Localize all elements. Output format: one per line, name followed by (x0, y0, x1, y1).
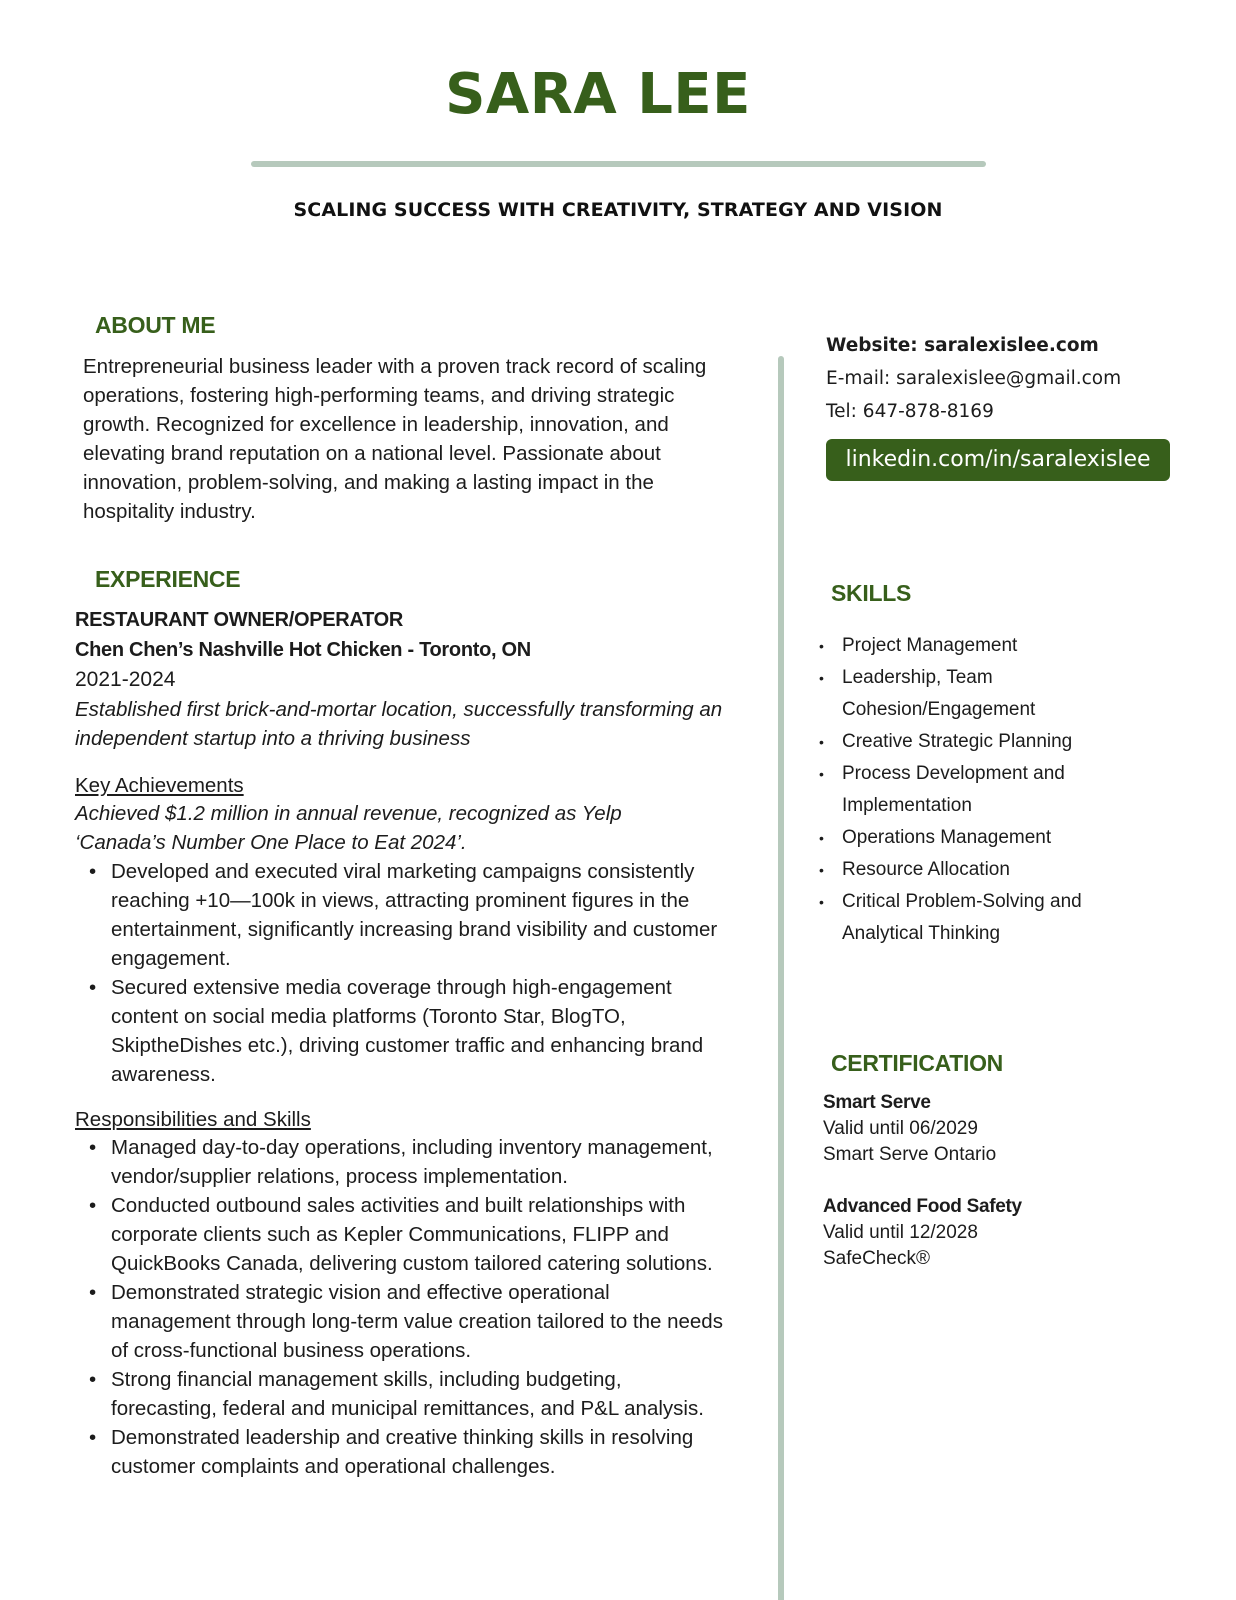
list-item-line: entertainment, significantly increasing brand visibility and customer (111, 918, 718, 941)
list-item (75, 973, 745, 1089)
about-line: elevating brand reputation on a national level. Passionate about (83, 442, 661, 465)
skill-item (817, 662, 1177, 726)
cert-name: Smart Serve (823, 1092, 931, 1113)
list-item-line: Strong financial management skills, including budgeting, (111, 1368, 622, 1391)
list-item-line: engagement. (111, 947, 231, 970)
bullet-icon: • (819, 638, 824, 654)
list-item-line: Managed day-to-day operations, including inventory management, (111, 1136, 713, 1159)
list-item (75, 1133, 745, 1191)
cert-name: Advanced Food Safety (823, 1196, 1022, 1217)
list-item-line: customer complaints and operational challenges. (111, 1455, 556, 1478)
list-item-line: corporate clients such as Kepler Communications, FLIPP and (111, 1223, 669, 1246)
skill-line: Operations Management (842, 827, 1052, 848)
cert-validity: Valid until 12/2028 (823, 1222, 978, 1243)
list-item (75, 1365, 745, 1423)
job-summary (75, 695, 745, 753)
job-title: RESTAURANT OWNER/OPERATOR (75, 609, 404, 631)
skill-line: Project Management (842, 635, 1018, 656)
list-item-line: Developed and executed viral marketing campaigns consistently (111, 860, 695, 883)
list-item-line: Demonstrated strategic vision and effective operational (111, 1281, 610, 1304)
list-item-line: reaching +10—100k in views, attracting prominent figures in the (111, 889, 690, 912)
list-item-line: awareness. (111, 1063, 216, 1086)
about-line: innovation, problem-solving, and making a lasting impact in the (83, 471, 654, 494)
job-company: Chen Chen’s Nashville Hot Chicken - Toronto, ON (75, 639, 531, 661)
summary-line: Established first brick-and-mortar location, successfully transforming an (75, 698, 723, 721)
skill-line: Resource Allocation (842, 859, 1010, 880)
bullet-icon: • (89, 1426, 97, 1449)
achievements-summary-line: Achieved $1.2 million in annual revenue, recognized as Yelp (75, 802, 622, 825)
email-link[interactable]: E-mail: saralexislee@gmail.com (826, 368, 1122, 389)
column-divider (778, 356, 784, 1600)
bullet-icon: • (819, 830, 824, 846)
skill-line: Implementation (842, 795, 972, 816)
list-item-line: QuickBooks Canada, delivering custom tailored catering solutions. (111, 1252, 713, 1275)
skill-item (817, 854, 1177, 886)
skill-item (817, 886, 1177, 950)
skills-heading: SKILLS (831, 580, 911, 606)
bullet-icon: • (89, 1368, 97, 1391)
list-item-line: of cross-functional business operations. (111, 1339, 472, 1362)
responsibilities-list (75, 1133, 745, 1481)
certification-item (823, 1194, 1183, 1272)
skill-item (817, 822, 1177, 854)
achievements-summary-line: ‘Canada’s Number One Place to Eat 2024’. (75, 831, 467, 854)
achievements-summary (75, 799, 745, 857)
about-line: growth. Recognized for excellence in leadership, innovation, and (83, 413, 669, 436)
list-item-line: Secured extensive media coverage through high-engagement (111, 976, 672, 999)
skill-line: Leadership, Team (842, 667, 993, 688)
cert-validity: Valid until 06/2029 (823, 1118, 978, 1139)
skill-item (817, 630, 1177, 662)
list-item-line: management through long-term value creation tailored to the needs (111, 1310, 723, 1333)
bullet-icon: • (89, 1194, 97, 1217)
summary-line: independent startup into a thriving business (75, 727, 471, 750)
cert-issuer: SafeCheck® (823, 1248, 930, 1269)
job-years: 2021-2024 (75, 668, 176, 691)
bullet-icon: • (819, 766, 824, 782)
bullet-icon: • (819, 670, 824, 686)
list-item (75, 857, 745, 973)
website-link[interactable]: Website: saralexislee.com (826, 335, 1099, 356)
skills-list (817, 630, 1177, 950)
skill-item (817, 726, 1177, 758)
skill-line: Critical Problem-Solving and (842, 891, 1082, 912)
list-item-line: vendor/supplier relations, process implementation. (111, 1165, 568, 1188)
about-line: operations, fostering high-performing teams, and driving strategic (83, 384, 675, 407)
phone-number[interactable]: Tel: 647-878-8169 (826, 401, 994, 422)
bullet-icon: • (89, 1136, 97, 1159)
cert-issuer: Smart Serve Ontario (823, 1144, 997, 1165)
responsibilities-heading: Responsibilities and Skills (75, 1108, 311, 1131)
list-item (75, 1423, 745, 1481)
list-item-line: SkiptheDishes etc.), driving customer traffic and enhancing brand (111, 1034, 704, 1057)
skill-line: Creative Strategic Planning (842, 731, 1073, 752)
skill-line: Analytical Thinking (842, 923, 1001, 944)
certification-heading: CERTIFICATION (831, 1050, 1003, 1076)
resume-name: SARA LEE (445, 62, 751, 127)
header-divider (251, 161, 986, 167)
experience-heading: EXPERIENCE (95, 566, 241, 592)
skill-item (817, 758, 1177, 822)
bullet-icon: • (89, 976, 97, 999)
experience-section (75, 605, 745, 1481)
list-item-line: content on social media platforms (Toronto Star, BlogTO, (111, 1005, 626, 1028)
about-heading: ABOUT ME (95, 312, 216, 338)
certification-item (823, 1090, 1183, 1168)
skill-line: Process Development and (842, 763, 1065, 784)
bullet-icon: • (819, 862, 824, 878)
list-item (75, 1191, 745, 1278)
about-line: Entrepreneurial business leader with a proven track record of scaling (83, 355, 707, 378)
achievements-heading: Key Achievements (75, 774, 244, 797)
list-item-line: Conducted outbound sales activities and built relationships with (111, 1194, 686, 1217)
contact-block (826, 329, 1206, 428)
certification-list (823, 1090, 1183, 1298)
list-item (75, 1278, 745, 1365)
bullet-icon: • (819, 894, 824, 910)
about-text (83, 352, 733, 526)
achievements-list (75, 857, 745, 1089)
linkedin-button[interactable]: linkedin.com/in/saralexislee (826, 439, 1170, 481)
bullet-icon: • (819, 734, 824, 750)
skill-line: Cohesion/Engagement (842, 699, 1036, 720)
bullet-icon: • (89, 860, 97, 883)
about-line: hospitality industry. (83, 500, 256, 523)
list-item-line: Demonstrated leadership and creative thinking skills in resolving (111, 1426, 694, 1449)
list-item-line: forecasting, federal and municipal remittances, and P&L analysis. (111, 1397, 704, 1420)
bullet-icon: • (89, 1281, 97, 1304)
tagline: SCALING SUCCESS WITH CREATIVITY, STRATEGY AND VISION (293, 199, 943, 221)
